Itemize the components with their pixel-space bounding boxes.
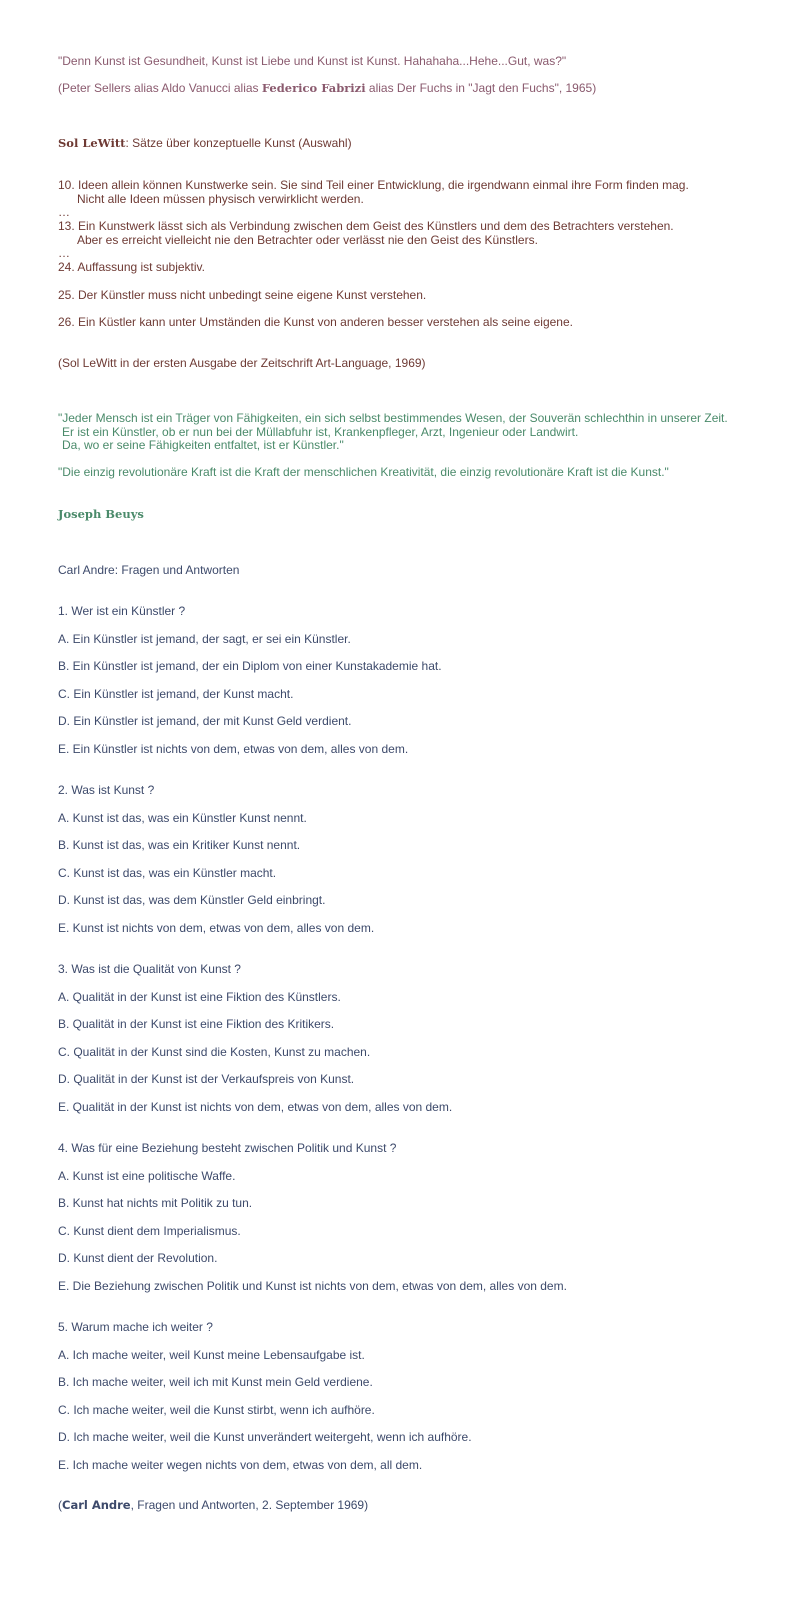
lewitt-heading (58, 136, 352, 150)
andre-question-2: 2. Was ist Kunst ? (58, 783, 155, 797)
andre-answer-3-a: A. Qualität in der Kunst ist eine Fiktion des Künstlers. (58, 990, 341, 1004)
lewitt-sentence-25: 25. Der Künstler muss nicht unbedingt seine eigene Kunst verstehen. (58, 288, 427, 302)
andre-answer-2-a: A. Kunst ist das, was ein Künstler Kunst nennt. (58, 811, 307, 825)
lewitt-heading-name: Sol LeWitt (58, 136, 126, 150)
andre-answer-4-c: C. Kunst dient dem Imperialismus. (58, 1224, 241, 1238)
sellers-quote: "Denn Kunst ist Gesundheit, Kunst ist Liebe und Kunst ist Kunst. Hahahaha...Hehe...Gut, was?" (58, 54, 567, 68)
beuys-name: Joseph Beuys (58, 507, 144, 521)
andre-answer-5-b: B. Ich mache weiter, weil ich mit Kunst mein Geld verdiene. (58, 1375, 373, 1389)
lewitt-sentence-13-line2: Aber es erreicht vielleicht nie den Betrachter oder verlässt nie den Geist des Künstlers. (77, 233, 538, 247)
andre-answer-1-d: D. Ein Künstler ist jemand, der mit Kunst Geld verdient. (58, 714, 352, 728)
andre-answer-1-a: A. Ein Künstler ist jemand, der sagt, er sei ein Künstler. (58, 632, 351, 646)
andre-answer-1-c: C. Ein Künstler ist jemand, der Kunst macht. (58, 687, 294, 701)
andre-answer-1-e: E. Ein Künstler ist nichts von dem, etwas von dem, alles von dem. (58, 742, 409, 756)
andre-answer-3-d: D. Qualität in der Kunst ist der Verkaufspreis von Kunst. (58, 1072, 355, 1086)
andre-answer-4-a: A. Kunst ist eine politische Waffe. (58, 1169, 236, 1183)
lewitt-sentence-13-line1: 13. Ein Kunstwerk lässt sich als Verbindung zwischen dem Geist des Künstlers und dem des Betrachters verstehen. (58, 219, 674, 233)
andre-answer-4-b: B. Kunst hat nichts mit Politik zu tun. (58, 1196, 253, 1210)
andre-source (58, 1498, 368, 1512)
lewitt-ellipsis-1: … (58, 205, 70, 219)
andre-answer-3-e: E. Qualität in der Kunst ist nichts von dem, etwas von dem, alles von dem. (58, 1100, 453, 1114)
andre-answer-5-e: E. Ich mache weiter wegen nichts von dem, etwas von dem, all dem. (58, 1458, 423, 1472)
lewitt-heading-rest: : Sätze über konzeptuelle Kunst (Auswahl) (125, 136, 352, 150)
lewitt-sentence-10-line1: 10. Ideen allein können Kunstwerke sein. Sie sind Teil einer Entwicklung, die irgendwann einmal ihre Form finden mag. (58, 178, 689, 192)
andre-answer-3-c: C. Qualität in der Kunst sind die Kosten, Kunst zu machen. (58, 1045, 371, 1059)
andre-answer-4-e: E. Die Beziehung zwischen Politik und Kunst ist nichts von dem, etwas von dem, alles von dem. (58, 1279, 567, 1293)
beuys-quote-1-line3: Da, wo er seine Fähigkeiten entfaltet, ist er Künstler." (62, 438, 344, 452)
sellers-attribution (58, 81, 596, 95)
sellers-attr-pre: (Peter Sellers alias Aldo Vanucci alias (58, 81, 262, 95)
andre-question-1: 1. Wer ist ein Künstler ? (58, 604, 186, 618)
lewitt-source: (Sol LeWitt in der ersten Ausgabe der Zeitschrift Art-Language, 1969) (58, 356, 426, 370)
beuys-quote-1-line2: Er ist ein Künstler, ob er nun bei der Müllabfuhr ist, Krankenpfleger, Arzt, Ingenieur oder Landwirt. (62, 425, 579, 439)
andre-source-rest: , Fragen und Antworten, 2. September 1969) (130, 1498, 369, 1512)
beuys-quote-1-line1: "Jeder Mensch ist ein Träger von Fähigkeiten, ein sich selbst bestimmendes Wesen, der Souverän schlechthin in unserer Zeit. (58, 411, 728, 425)
andre-question-4: 4. Was für eine Beziehung besteht zwischen Politik und Kunst ? (58, 1141, 397, 1155)
sellers-attr-name: Federico Fabrizi (261, 81, 366, 95)
lewitt-sentence-10-line2: Nicht alle Ideen müssen physisch verwirklicht werden. (77, 192, 364, 206)
lewitt-ellipsis-2: … (58, 246, 70, 260)
andre-answer-5-a: A. Ich mache weiter, weil Kunst meine Lebensaufgabe ist. (58, 1348, 365, 1362)
andre-source-name: Carl Andre (62, 1498, 131, 1512)
andre-answer-3-b: B. Qualität in der Kunst ist eine Fiktion des Kritikers. (58, 1017, 335, 1031)
andre-question-3: 3. Was ist die Qualität von Kunst ? (58, 962, 241, 976)
andre-question-5: 5. Warum mache ich weiter ? (58, 1320, 213, 1334)
andre-answer-2-b: B. Kunst ist das, was ein Kritiker Kunst nennt. (58, 838, 301, 852)
andre-source-open: ( (58, 1498, 62, 1512)
andre-answer-5-d: D. Ich mache weiter, weil die Kunst unverändert weitergeht, wenn ich aufhöre. (58, 1430, 472, 1444)
andre-answer-1-b: B. Ein Künstler ist jemand, der ein Diplom von einer Kunstakademie hat. (58, 659, 442, 673)
andre-title: Carl Andre: Fragen und Antworten (58, 563, 240, 577)
andre-answer-2-e: E. Kunst ist nichts von dem, etwas von dem, alles von dem. (58, 921, 375, 935)
beuys-quote-2: "Die einzig revolutionäre Kraft ist die Kraft der menschlichen Kreativität, die einzig revolutionäre Kraft ist die Kunst." (58, 465, 669, 479)
andre-answer-5-c: C. Ich mache weiter, weil die Kunst stirbt, wenn ich aufhöre. (58, 1403, 375, 1417)
sellers-attr-post: alias Der Fuchs in "Jagt den Fuchs", 1965) (365, 81, 597, 95)
lewitt-sentence-24: 24. Auffassung ist subjektiv. (58, 260, 205, 274)
lewitt-sentence-26: 26. Ein Küstler kann unter Umständen die Kunst von anderen besser verstehen als seine eigene. (58, 315, 573, 329)
andre-answer-2-d: D. Kunst ist das, was dem Künstler Geld einbringt. (58, 893, 326, 907)
andre-answer-4-d: D. Kunst dient der Revolution. (58, 1251, 218, 1265)
andre-answer-2-c: C. Kunst ist das, was ein Künstler macht. (58, 866, 277, 880)
